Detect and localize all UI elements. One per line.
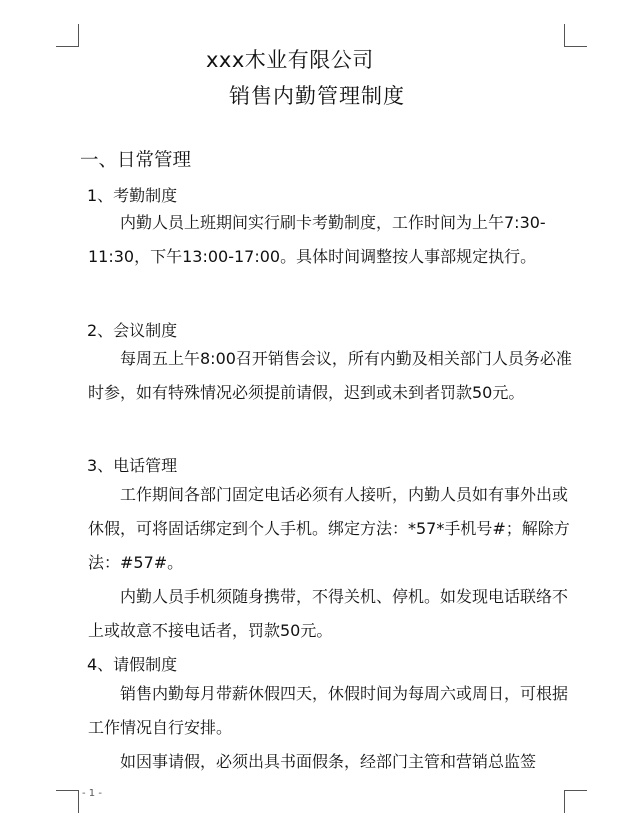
- subheading-meeting: 2、会议制度: [87, 321, 178, 340]
- crop-mark-top-right: [564, 24, 587, 47]
- section-heading: 一、日常管理: [80, 150, 192, 171]
- paragraph-leave-2: 如因事请假，必须出具书面假条，经部门主管和营销总监签: [120, 752, 537, 771]
- crop-mark-top-left: [56, 24, 79, 47]
- company-title: xxx木业有限公司: [206, 48, 374, 72]
- subheading-leave: 4、请假制度: [87, 655, 178, 674]
- page-number: - 1 -: [82, 788, 102, 799]
- paragraph-attendance: 内勤人员上班期间实行刷卡考勤制度，工作时间为上午7:30-11:30，下午13:00-17:00。具体时间调整按人事部规定执行。: [88, 213, 546, 266]
- paragraph-phone-2: 内勤人员手机须随身携带，不得关机、停机。如发现电话联络不上或故意不接电话者，罚款50元。: [88, 587, 569, 640]
- subheading-phone: 3、电话管理: [87, 456, 178, 475]
- document-title: 销售内勤管理制度: [229, 84, 405, 108]
- paragraph-phone-1: 工作期间各部门固定电话必须有人接听，内勤人员如有事外出或休假，可将固话绑定到个人手机。绑定方法：*57*手机号#；解除方法：#57#。: [88, 485, 570, 572]
- paragraph-leave-1: 销售内勤每月带薪休假四天，休假时间为每周六或周日，可根据工作情况自行安排。: [88, 684, 569, 737]
- crop-mark-bottom-right: [564, 790, 587, 813]
- subheading-attendance: 1、考勤制度: [87, 186, 178, 205]
- paragraph-meeting: 每周五上午8:00召开销售会议，所有内勤及相关部门人员务必准时参，如有特殊情况必须提前请假，迟到或未到者罚款50元。: [88, 349, 572, 402]
- crop-mark-bottom-left: [56, 790, 79, 813]
